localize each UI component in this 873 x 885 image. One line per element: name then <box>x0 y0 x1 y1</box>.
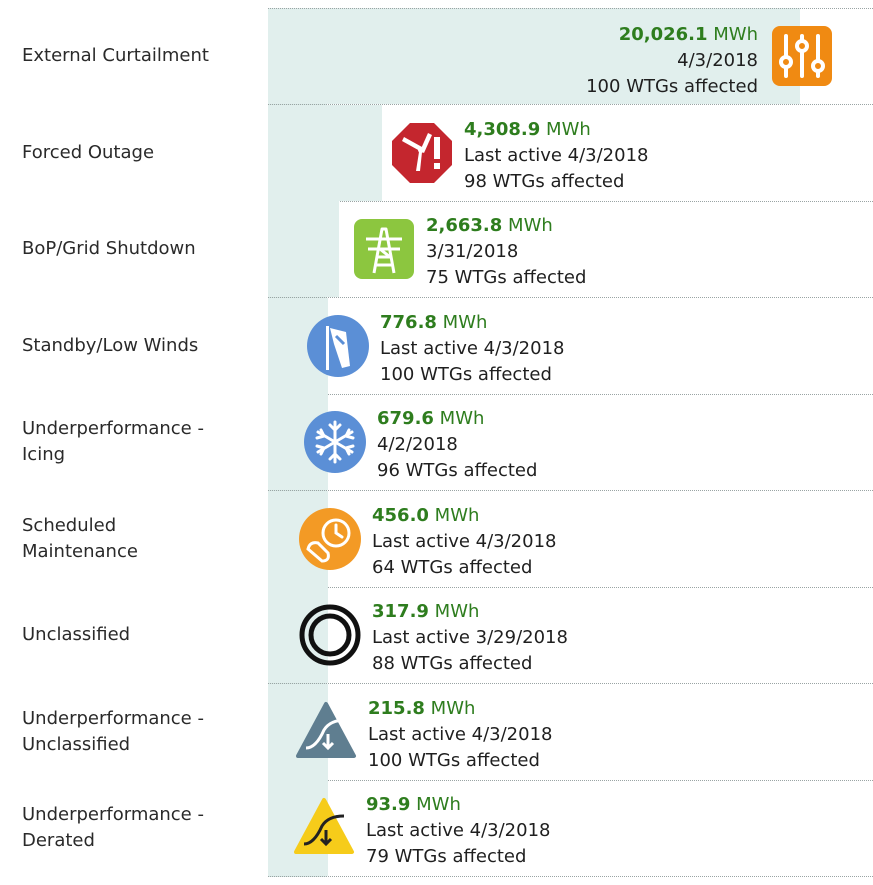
value-text: 4,308.9 <box>464 119 541 140</box>
unit-text: MWh <box>540 119 591 140</box>
unit-text: MWh <box>428 505 480 526</box>
date-text: 4/3/2018 <box>677 50 758 71</box>
wtgs-text: 79 WTGs affected <box>366 846 527 867</box>
bar <box>268 105 382 201</box>
wtgs-text: 100 WTGs affected <box>380 364 552 385</box>
sliders-icon <box>770 24 834 88</box>
chart-row <box>0 8 873 104</box>
date-text: Last active 4/3/2018 <box>366 820 551 841</box>
unit-text: MWh <box>433 408 485 429</box>
chart-row <box>0 105 873 201</box>
date-text: Last active 4/3/2018 <box>372 531 557 552</box>
wtgs-text: 98 WTGs affected <box>464 171 625 192</box>
value-text: 215.8 <box>368 698 425 719</box>
wrench-clock-icon <box>298 507 362 571</box>
ring-icon <box>298 603 362 667</box>
unit-text: MWh <box>428 601 480 622</box>
value-text: 776.8 <box>380 312 437 333</box>
unit-text: MWh <box>436 312 488 333</box>
unit-text: MWh <box>707 24 758 45</box>
snowflake-icon <box>303 410 367 474</box>
data-label <box>368 696 553 774</box>
pylon-icon <box>352 217 416 281</box>
date-text: Last active 4/3/2018 <box>464 145 649 166</box>
data-label <box>426 213 586 291</box>
value-text: 456.0 <box>372 505 429 526</box>
date-text: Last active 4/3/2018 <box>368 724 553 745</box>
value-text: 20,026.1 <box>618 24 708 45</box>
wtgs-text: 100 WTGs affected <box>368 750 540 771</box>
chart-row <box>0 780 873 876</box>
row-separator <box>268 876 873 877</box>
category-label-line: Maintenance <box>22 541 138 562</box>
category-label <box>22 587 262 683</box>
wtgs-text: 75 WTGs affected <box>426 267 587 288</box>
category-label-line: Derated <box>22 830 95 851</box>
turbine-alert-icon <box>390 121 454 185</box>
category-label-line: Unclassified <box>22 734 131 755</box>
category-label-line: BoP/Grid Shutdown <box>22 238 196 259</box>
date-text: 3/31/2018 <box>426 241 519 262</box>
wtgs-text: 96 WTGs affected <box>377 460 538 481</box>
wtgs-text: 100 WTGs affected <box>586 76 758 97</box>
chart-row <box>0 491 873 587</box>
value-text: 2,663.8 <box>426 215 503 236</box>
category-label-line: Standby/Low Winds <box>22 335 199 356</box>
power-curve-grey-icon <box>294 700 358 764</box>
value-text: 93.9 <box>366 794 411 815</box>
category-label-line: Icing <box>22 444 66 465</box>
category-label-line: Underperformance - <box>22 804 204 825</box>
category-label <box>22 394 262 490</box>
category-label <box>22 8 262 104</box>
windsock-icon <box>306 314 370 378</box>
wtgs-text: 64 WTGs affected <box>372 557 533 578</box>
date-text: Last active 3/29/2018 <box>372 627 568 648</box>
category-label <box>22 298 262 394</box>
unit-text: MWh <box>410 794 461 815</box>
category-label <box>22 684 262 780</box>
chart-row <box>0 394 873 490</box>
data-label <box>377 406 537 484</box>
date-text: 4/2/2018 <box>377 434 458 455</box>
unit-text: MWh <box>424 698 476 719</box>
chart-row <box>0 201 873 297</box>
data-label <box>380 310 565 388</box>
value-text: 679.6 <box>377 408 434 429</box>
category-label <box>22 780 262 876</box>
category-label <box>22 491 262 587</box>
power-curve-yellow-icon <box>292 796 356 860</box>
category-label-line: Underperformance - <box>22 708 204 729</box>
category-label-line: Unclassified <box>22 624 131 645</box>
data-label <box>372 599 568 677</box>
category-label-line: Underperformance - <box>22 418 204 439</box>
unit-text: MWh <box>502 215 553 236</box>
data-label <box>464 117 649 195</box>
category-label-line: Forced Outage <box>22 142 155 163</box>
chart-row <box>0 684 873 780</box>
data-label <box>366 792 551 870</box>
wtgs-text: 88 WTGs affected <box>372 653 533 674</box>
category-label-line: External Curtailment <box>22 45 209 66</box>
data-label <box>586 22 758 100</box>
bar <box>268 201 339 297</box>
category-label <box>22 201 262 297</box>
category-label-line: Scheduled <box>22 515 117 536</box>
data-label <box>372 503 557 581</box>
value-text: 317.9 <box>372 601 429 622</box>
top-separator <box>268 8 873 9</box>
chart-row <box>0 298 873 394</box>
date-text: Last active 4/3/2018 <box>380 338 565 359</box>
category-label <box>22 105 262 201</box>
chart-row <box>0 587 873 683</box>
